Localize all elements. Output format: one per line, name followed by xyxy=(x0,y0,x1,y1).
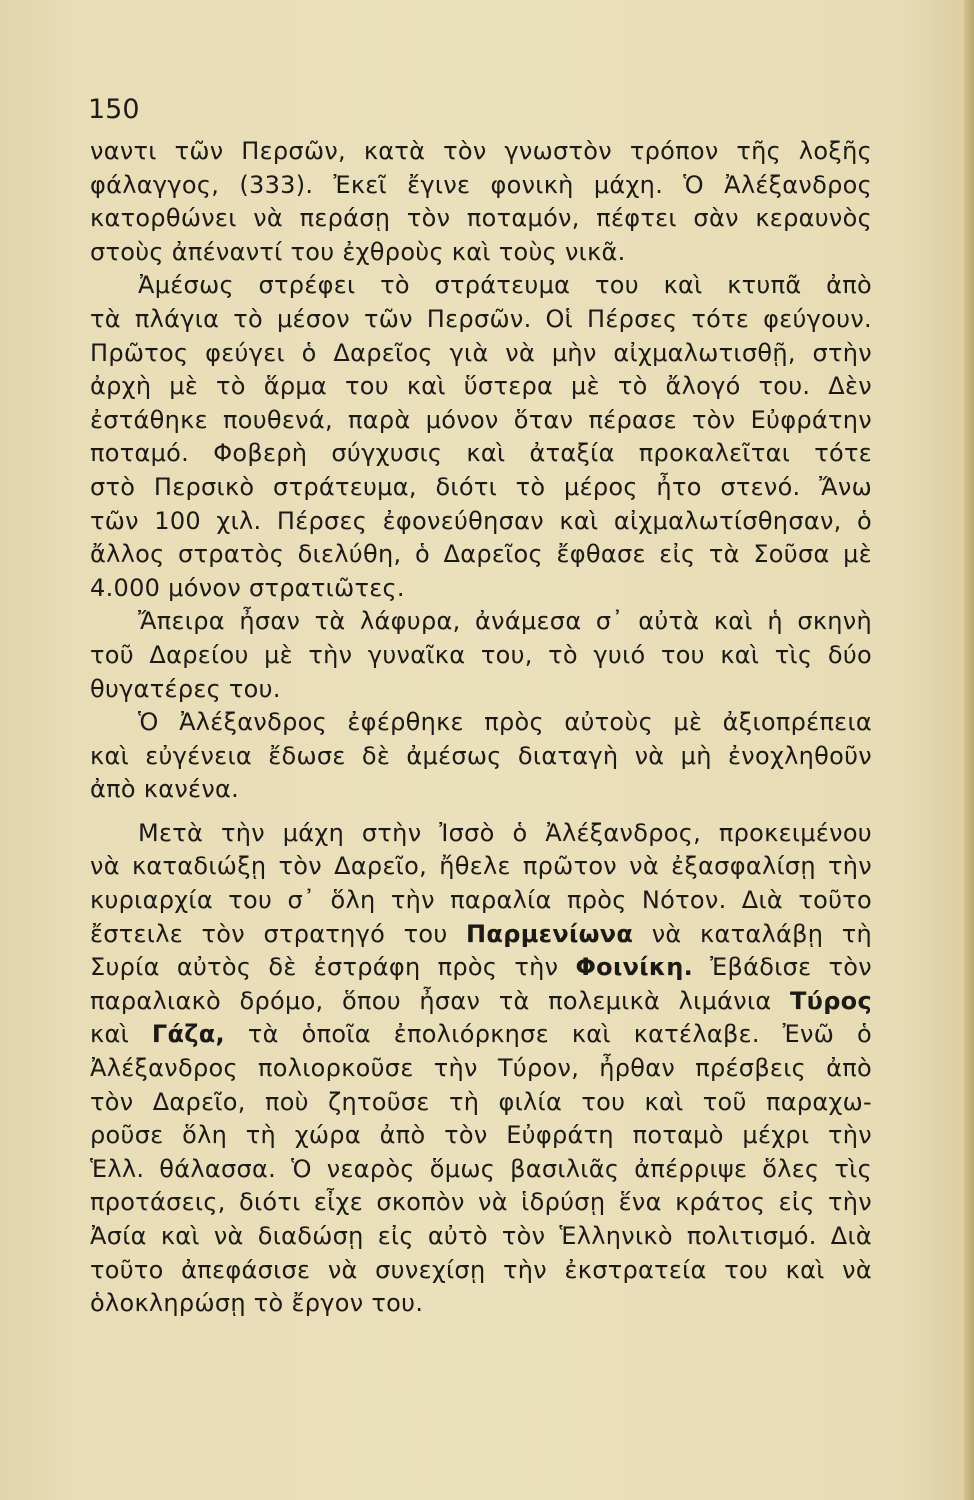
text-line: Ἀμέσως στρέφει τὸ στράτευμα του καὶ κτυπᾶ ἀπὸ xyxy=(138,271,872,300)
text-line: ἄλλος στρατὸς διελύθη, ὁ Δαρεῖος ἔφθασε εἰς τὰ Σοῦσα μὲ xyxy=(90,540,872,569)
text-line: Ἄπειρα ἦσαν τὰ λάφυρα, ἀνάμεσα σ᾽ αὐτὰ καὶ ἡ σκηνὴ xyxy=(138,607,872,636)
text-line: θυγατέρες του. xyxy=(90,674,281,703)
bold-name-parmenion: Παρμενίωνα xyxy=(466,919,634,948)
text-line: ποταμό. Φοβερὴ σύγχυσις καὶ ἀταξία προκαλεῖται τότε xyxy=(90,439,872,468)
text-line: φάλαγγος, (333). Ἐκεῖ ἔγινε φονικὴ μάχη. Ὁ Ἀλέξανδρος xyxy=(90,170,872,199)
paragraph-gap xyxy=(90,807,872,817)
page-edge xyxy=(964,0,974,1500)
text-line: Ὁ Ἀλέξανδρος ἐφέρθηκε πρὸς αὐτοὺς μὲ ἀξιοπρέπεια xyxy=(138,708,872,737)
line-segment: καὶ xyxy=(90,1020,152,1049)
text-line: Ἑλλ. θάλασσα. Ὁ νεαρὸς ὅμως βασιλιᾶς ἀπέρριψε ὅλες τὶς xyxy=(90,1154,872,1183)
line-segment: νὰ καταλάβῃ τὴ xyxy=(633,919,872,948)
text-line: τὸν Δαρεῖο, ποὺ ζητοῦσε τὴ φιλία του καὶ τοῦ παραχω- xyxy=(90,1087,872,1116)
bold-name-tyre: Τύρος xyxy=(790,986,872,1015)
text-line: τοῦτο ἀπεφάσισε νὰ συνεχίσῃ τὴν ἐκστρατεία του καὶ νὰ xyxy=(90,1255,872,1284)
bold-name-phoenicia: Φοινίκη. xyxy=(575,953,694,982)
line-segment: παραλιακὸ δρόμο, ὅπου ἦσαν τὰ πολεμικὰ λιμάνια xyxy=(90,986,791,1015)
paragraph-1 xyxy=(90,135,872,269)
text-line: στοὺς ἀπέναντί του ἐχθροὺς καὶ τοὺς νικᾶ. xyxy=(90,237,626,266)
text-line: τὰ πλάγια τὸ μέσον τῶν Περσῶν. Οἱ Πέρσες τότε φεύγουν. xyxy=(90,304,872,333)
text-line: κυριαρχία του σ᾽ ὅλη τὴν παραλία πρὸς Νότον. Διὰ τοῦτο xyxy=(90,886,872,915)
line-segment: τὰ ὁποῖα ἐπολιόρκησε καὶ κατέλαβε. Ἐνῶ ὁ xyxy=(224,1020,873,1049)
text-line xyxy=(90,985,872,1019)
text-line xyxy=(90,1018,872,1052)
text-line: ἀπὸ κανένα. xyxy=(90,775,240,804)
text-line: κατορθώνει νὰ περάσῃ τὸν ποταμόν, πέφτει σὰν κεραυνὸς xyxy=(90,204,872,233)
text-line: ἐστάθηκε πουθενά, παρὰ μόνον ὅταν πέρασε τὸν Εὐφράτην xyxy=(90,405,872,434)
paragraph-4 xyxy=(90,706,872,807)
text-line xyxy=(90,918,872,952)
text-line: νὰ καταδιώξῃ τὸν Δαρεῖο, ἤθελε πρῶτον νὰ ἐξασφαλίσῃ τὴν xyxy=(90,852,872,881)
text-line: ὁλοκληρώσῃ τὸ ἔργον του. xyxy=(90,1289,424,1318)
text-line: ἀρχὴ μὲ τὸ ἅρμα του καὶ ὕστερα μὲ τὸ ἄλογό του. Δὲν xyxy=(90,372,872,401)
line-segment: Ἐβάδισε τὸν xyxy=(693,953,872,982)
text-line: Πρῶτος φεύγει ὁ Δαρεῖος γιὰ νὰ μὴν αἰχμαλωτισθῇ, στὴν xyxy=(90,338,872,367)
line-segment: Συρία αὐτὸς δὲ ἐστράφη πρὸς τὴν xyxy=(90,953,576,982)
paragraph-2 xyxy=(90,269,872,605)
text-line: στὸ Περσικὸ στράτευμα, διότι τὸ μέρος ἦτο στενό. Ἄνω xyxy=(90,472,872,501)
text-line xyxy=(90,951,872,985)
text-line: Μετὰ τὴν μάχη στὴν Ἰσσὸ ὁ Ἀλέξανδρος, προκειμένου xyxy=(138,818,872,847)
text-line: Ἀλέξανδρος πολιορκοῦσε τὴν Τύρον, ἦρθαν πρέσβεις ἀπὸ xyxy=(90,1054,872,1083)
text-line: καὶ εὐγένεια ἔδωσε δὲ ἀμέσως διαταγὴ νὰ μὴ ἐνοχληθοῦν xyxy=(90,741,872,770)
text-line: τοῦ Δαρείου μὲ τὴν γυναῖκα του, τὸ γυιό του καὶ τὶς δύο xyxy=(90,640,872,669)
text-line: τῶν 100 χιλ. Πέρσες ἐφονεύθησαν καὶ αἰχμαλωτίσθησαν, ὁ xyxy=(90,506,872,535)
bold-name-gaza: Γάζα, xyxy=(151,1020,225,1049)
text-line: προτάσεις, διότι εἶχε σκοπὸν νὰ ἱδρύσῃ ἕνα κράτος εἰς τὴν xyxy=(90,1188,872,1217)
paragraph-3 xyxy=(90,605,872,706)
paragraph-5 xyxy=(90,817,872,1321)
text-line: ναντι τῶν Περσῶν, κατὰ τὸν γνωστὸν τρόπον τῆς λοξῆς xyxy=(90,137,872,165)
text-line: Ἀσία καὶ νὰ διαδώσῃ εἰς αὐτὸ τὸν Ἑλληνικὸ πολιτισμό. Διὰ xyxy=(90,1222,872,1250)
body-text xyxy=(90,135,872,1321)
text-line: 4.000 μόνον στρατιῶτες. xyxy=(90,573,405,602)
page-number: 150 xyxy=(88,94,140,125)
line-segment: ἔστειλε τὸν στρατηγό του xyxy=(90,919,467,948)
text-line: ροῦσε ὅλη τὴ χώρα ἀπὸ τὸν Εὐφράτη ποταμὸ μέχρι τὴν xyxy=(90,1121,872,1150)
